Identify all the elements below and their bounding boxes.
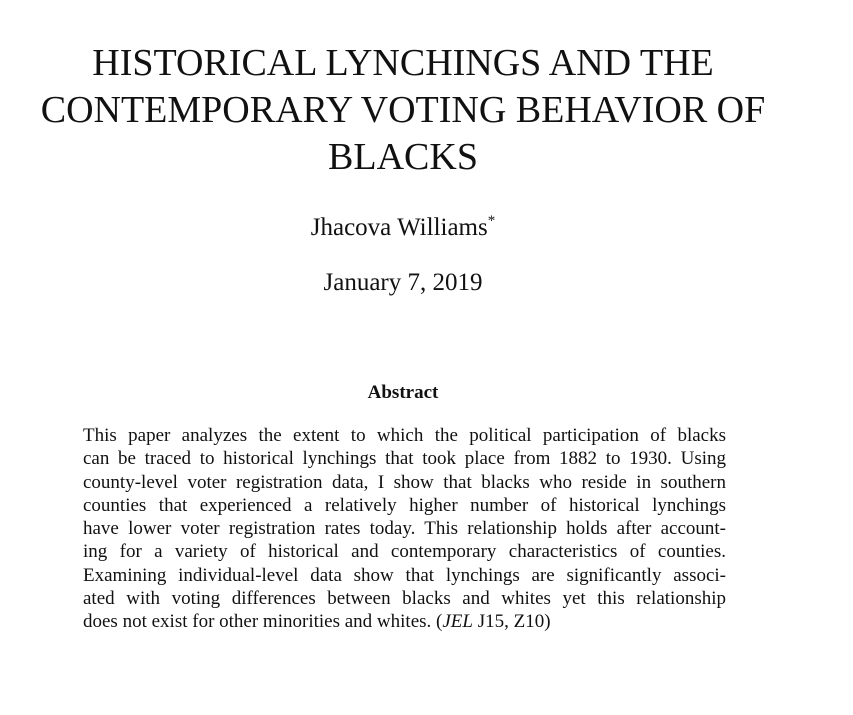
abstract-line: Examining individual-level data show that lynchings are significantly associ-: [83, 564, 726, 586]
author-line: [0, 212, 806, 244]
abstract-line: can be traced to historical lynchings that took place from 1882 to 1930. Using: [83, 448, 726, 470]
abstract-last-line: [83, 610, 726, 633]
abstract-last-line-text: does not exist for other minorities and whites. (: [83, 611, 443, 633]
author-footnote-mark: *: [487, 213, 496, 229]
abstract-line: county-level voter registration data, I show that blacks who reside in southern: [83, 471, 726, 493]
abstract-line: have lower voter registration rates today. This relationship holds after account-: [83, 518, 726, 540]
author-name: Jhacova Williams: [310, 214, 488, 241]
paper-date: January 7, 2019: [323, 269, 483, 296]
title-line-3: BLACKS: [328, 136, 478, 178]
jel-codes: J15, Z10): [472, 611, 551, 633]
title-line-2: CONTEMPORARY VOTING BEHAVIOR OF: [40, 89, 766, 131]
jel-label: JEL: [442, 611, 473, 633]
abstract-body: [83, 424, 726, 634]
abstract-line: This paper analyzes the extent to which the political participation of blacks: [83, 425, 726, 446]
abstract-line: ated with voting differences between blacks and whites yet this relationship: [83, 588, 726, 610]
abstract-line: ing for a variety of historical and contemporary characteristics of counties.: [83, 541, 726, 563]
title-line-1: HISTORICAL LYNCHINGS AND THE: [92, 42, 714, 84]
abstract-heading: Abstract: [367, 382, 439, 403]
abstract-line: counties that experienced a relatively higher number of historical lynchings: [83, 494, 726, 516]
